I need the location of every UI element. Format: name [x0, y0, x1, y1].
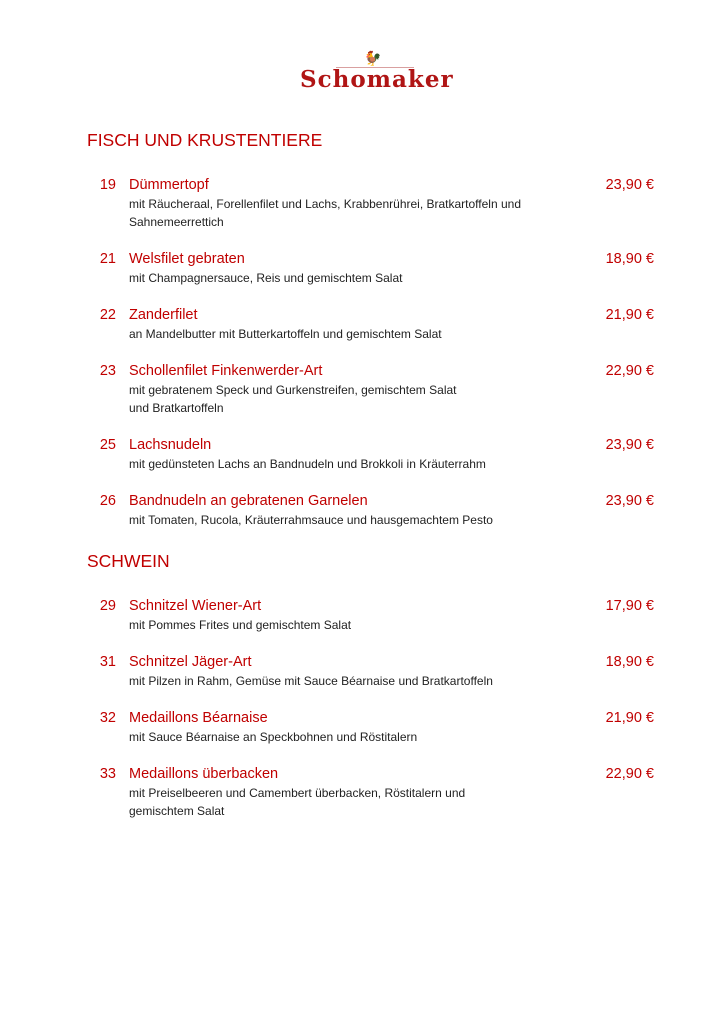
item-number: 23: [99, 363, 116, 379]
logo-wordmark: Schomaker: [300, 66, 454, 93]
item-description: mit Sauce Béarnaise an Speckbohnen und Röstitalern: [129, 730, 418, 744]
item-name: Lachsnudeln: [129, 437, 212, 453]
item-price: 18,90 €: [605, 251, 654, 267]
menu-item: [0, 709, 724, 746]
item-name: Medaillons überbacken: [129, 766, 279, 782]
item-name: Schnitzel Jäger-Art: [129, 654, 252, 670]
menu-item: [0, 492, 724, 529]
item-number: 21: [99, 251, 116, 267]
item-number: 31: [99, 654, 116, 670]
item-description: mit Champagnersauce, Reis und gemischtem Salat: [129, 271, 403, 285]
item-description: an Mandelbutter mit Butterkartoffeln und gemischtem Salat: [129, 327, 442, 341]
item-price: 21,90 €: [605, 710, 654, 726]
item-description: Sahnemeerrettich: [129, 215, 224, 229]
item-number: 33: [99, 766, 116, 782]
menu-item: [0, 765, 724, 820]
item-name: Schollenfilet Finkenwerder-Art: [129, 363, 323, 379]
item-description: mit Preiselbeeren und Camembert überbacken, Röstitalern und: [129, 786, 466, 800]
item-number: 32: [99, 710, 116, 726]
item-description: mit Pilzen in Rahm, Gemüse mit Sauce Béarnaise und Bratkartoffeln: [129, 674, 493, 688]
item-name: Dümmertopf: [129, 177, 209, 193]
item-price: 17,90 €: [605, 598, 654, 614]
section-title: SCHWEIN: [87, 551, 170, 571]
item-description: mit Räucheraal, Forellenfilet und Lachs, Krabbenrührei, Bratkartoffeln und: [129, 197, 521, 211]
item-name: Zanderfilet: [129, 307, 198, 323]
item-description: und Bratkartoffeln: [129, 401, 224, 415]
item-description: mit gebratenem Speck und Gurkenstreifen, gemischtem Salat: [129, 383, 457, 397]
item-price: 22,90 €: [605, 766, 654, 782]
restaurant-logo: [300, 50, 454, 98]
item-name: Schnitzel Wiener-Art: [129, 598, 262, 614]
item-description: mit Pommes Frites und gemischtem Salat: [129, 618, 352, 632]
item-name: Bandnudeln an gebratenen Garnelen: [129, 493, 368, 509]
item-price: 23,90 €: [605, 177, 654, 193]
item-price: 23,90 €: [605, 437, 654, 453]
item-number: 19: [99, 177, 116, 193]
menu-section: [0, 548, 724, 820]
item-number: 29: [99, 598, 116, 614]
item-number: 26: [99, 493, 116, 509]
menu-item: [0, 597, 724, 634]
item-description: mit Tomaten, Rucola, Kräuterrahmsauce und hausgemachtem Pesto: [129, 513, 493, 527]
section-title: FISCH UND KRUSTENTIERE: [87, 130, 323, 150]
menu-section: [0, 127, 724, 529]
item-description: gemischtem Salat: [129, 804, 225, 818]
rooster-icon: 🐓: [364, 51, 382, 67]
item-number: 22: [99, 307, 116, 323]
item-price: 21,90 €: [605, 307, 654, 323]
item-number: 25: [99, 437, 116, 453]
menu-item: [0, 176, 724, 231]
item-price: 18,90 €: [605, 654, 654, 670]
item-name: Welsfilet gebraten: [129, 251, 245, 267]
item-price: 22,90 €: [605, 363, 654, 379]
menu-item: [0, 653, 724, 690]
menu-item: [0, 362, 724, 417]
item-price: 23,90 €: [605, 493, 654, 509]
item-description: mit gedünsteten Lachs an Bandnudeln und Brokkoli in Kräuterrahm: [129, 457, 486, 471]
menu-item: [0, 250, 724, 287]
menu-item: [0, 306, 724, 343]
item-name: Medaillons Béarnaise: [129, 710, 268, 726]
menu-item: [0, 436, 724, 473]
menu-content: [0, 127, 724, 839]
